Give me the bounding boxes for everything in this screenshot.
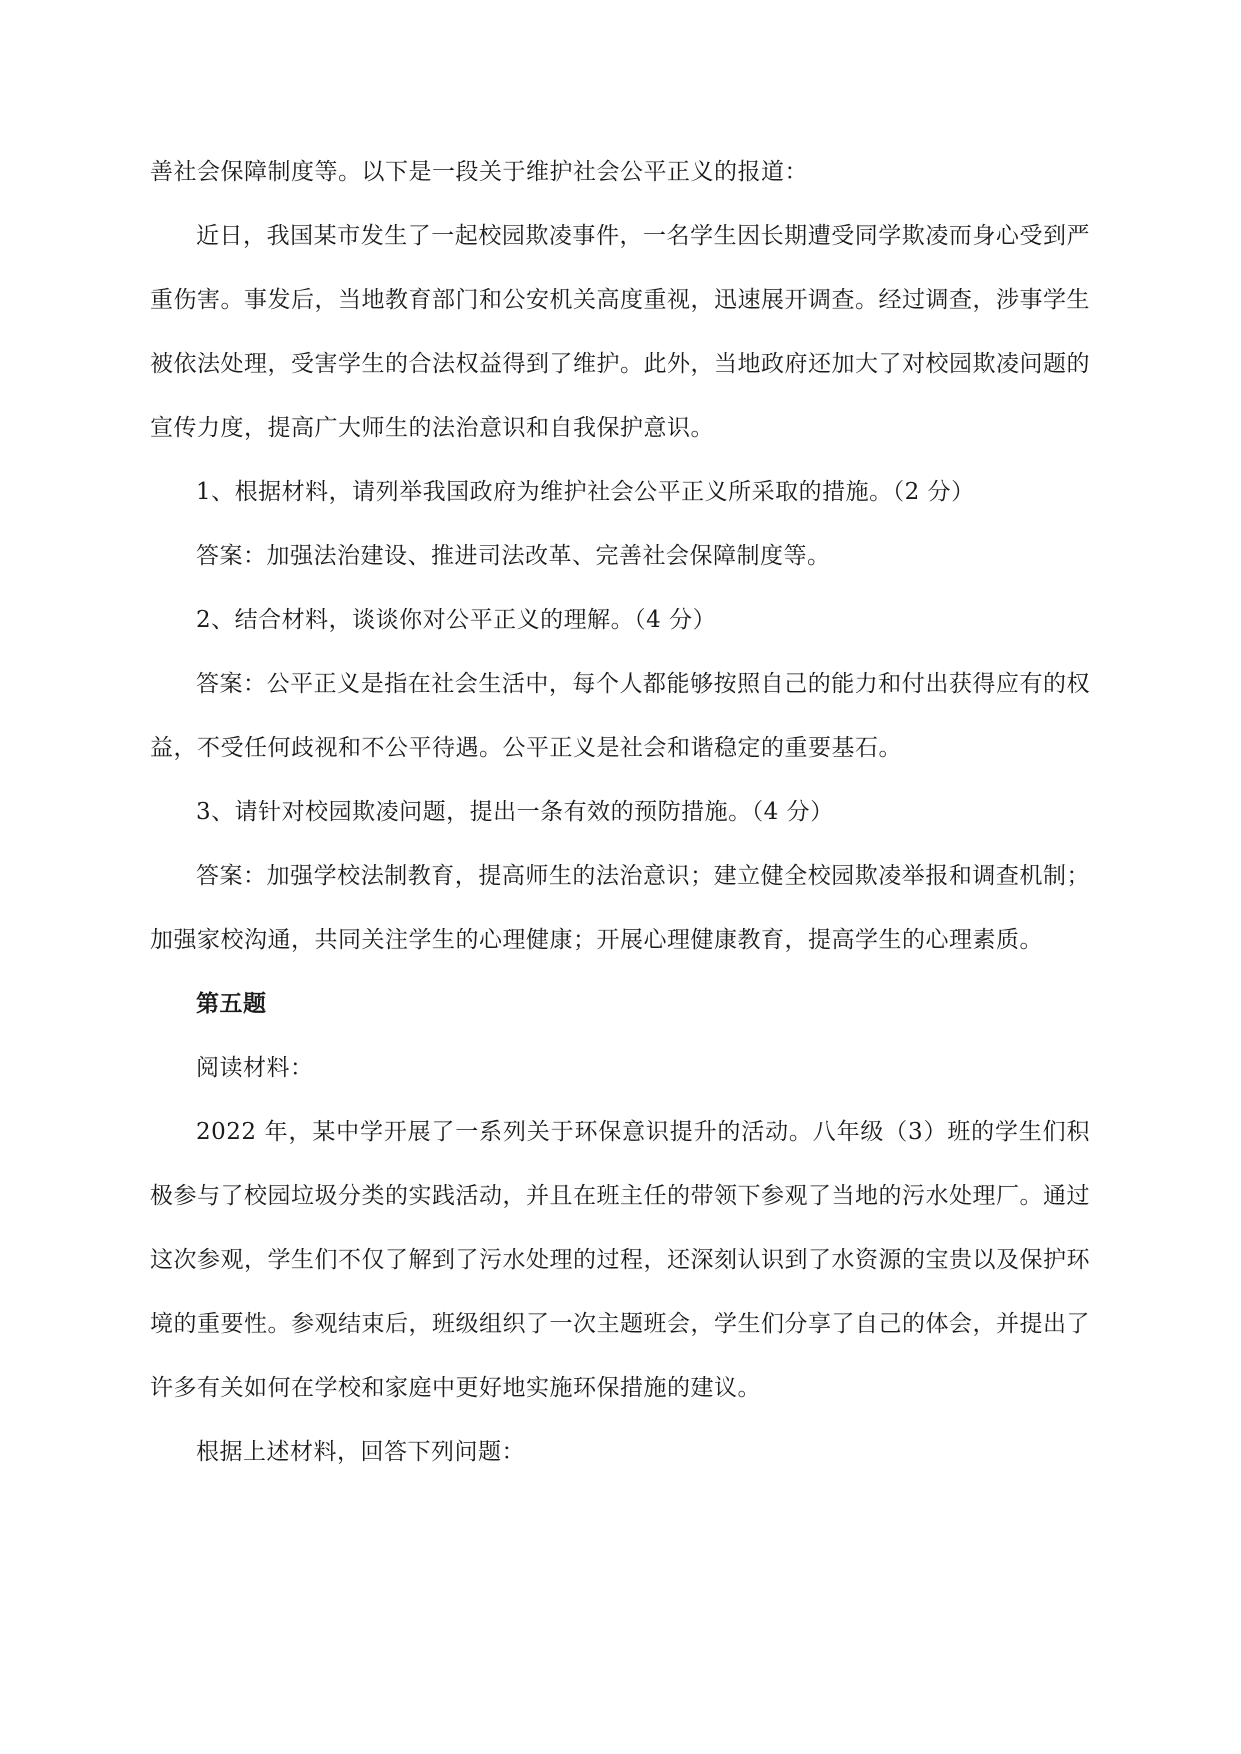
question-2: 2、结合材料，谈谈你对公平正义的理解。（4 分）	[196, 607, 717, 633]
paragraph-report: 近日，我国某市发生了一起校园欺凌事件，一名学生因长期遭受同学欺凌而身心受到严重伤害。事发后，当地教育部门和公安机关高度重视，迅速展开调查。经过调查，涉事学生被依法处理，受害学生的合法权益得到了维护。此外，当地政府还加大了对校园欺凌问题的宣传力度，提高广大师生的法治意识和自我保护意识。	[150, 223, 1090, 441]
paragraph-continuation: 善社会保障制度等。以下是一段关于维护社会公平正义的报道：	[150, 159, 808, 185]
answer-3: 答案：加强学校法制教育，提高师生的法治意识；建立健全校园欺凌举报和调查机制；加强家校沟通，共同关注学生的心理健康；开展心理健康教育，提高学生的心理素质。	[150, 863, 1090, 953]
questions-intro: 根据上述材料，回答下列问题：	[196, 1439, 525, 1465]
document-page	[150, 140, 1090, 1484]
paragraph-material: 2022 年，某中学开展了一系列关于环保意识提升的活动。八年级（3）班的学生们积极参与了校园垃圾分类的实践活动，并且在班主任的带领下参观了当地的污水处理厂。通过这次参观，学生们不仅了解到了污水处理的过程，还深刻认识到了水资源的宝贵以及保护环境的重要性。参观结束后，班级组织了一次主题班会，学生们分享了自己的体会，并提出了许多有关如何在学校和家庭中更好地实施环保措施的建议。	[150, 1119, 1090, 1401]
section-heading-5: 第五题	[196, 990, 267, 1017]
question-3: 3、请针对校园欺凌问题，提出一条有效的预防措施。（4 分）	[196, 799, 834, 825]
reading-material-label: 阅读材料：	[196, 1055, 314, 1081]
question-1: 1、根据材料，请列举我国政府为维护社会公平正义所采取的措施。（2 分）	[196, 479, 975, 505]
answer-1: 答案：加强法治建设、推进司法改革、完善社会保障制度等。	[196, 543, 831, 569]
answer-2: 答案：公平正义是指在社会生活中，每个人都能够按照自己的能力和付出获得应有的权益，不受任何歧视和不公平待遇。公平正义是社会和谐稳定的重要基石。	[150, 671, 1090, 761]
